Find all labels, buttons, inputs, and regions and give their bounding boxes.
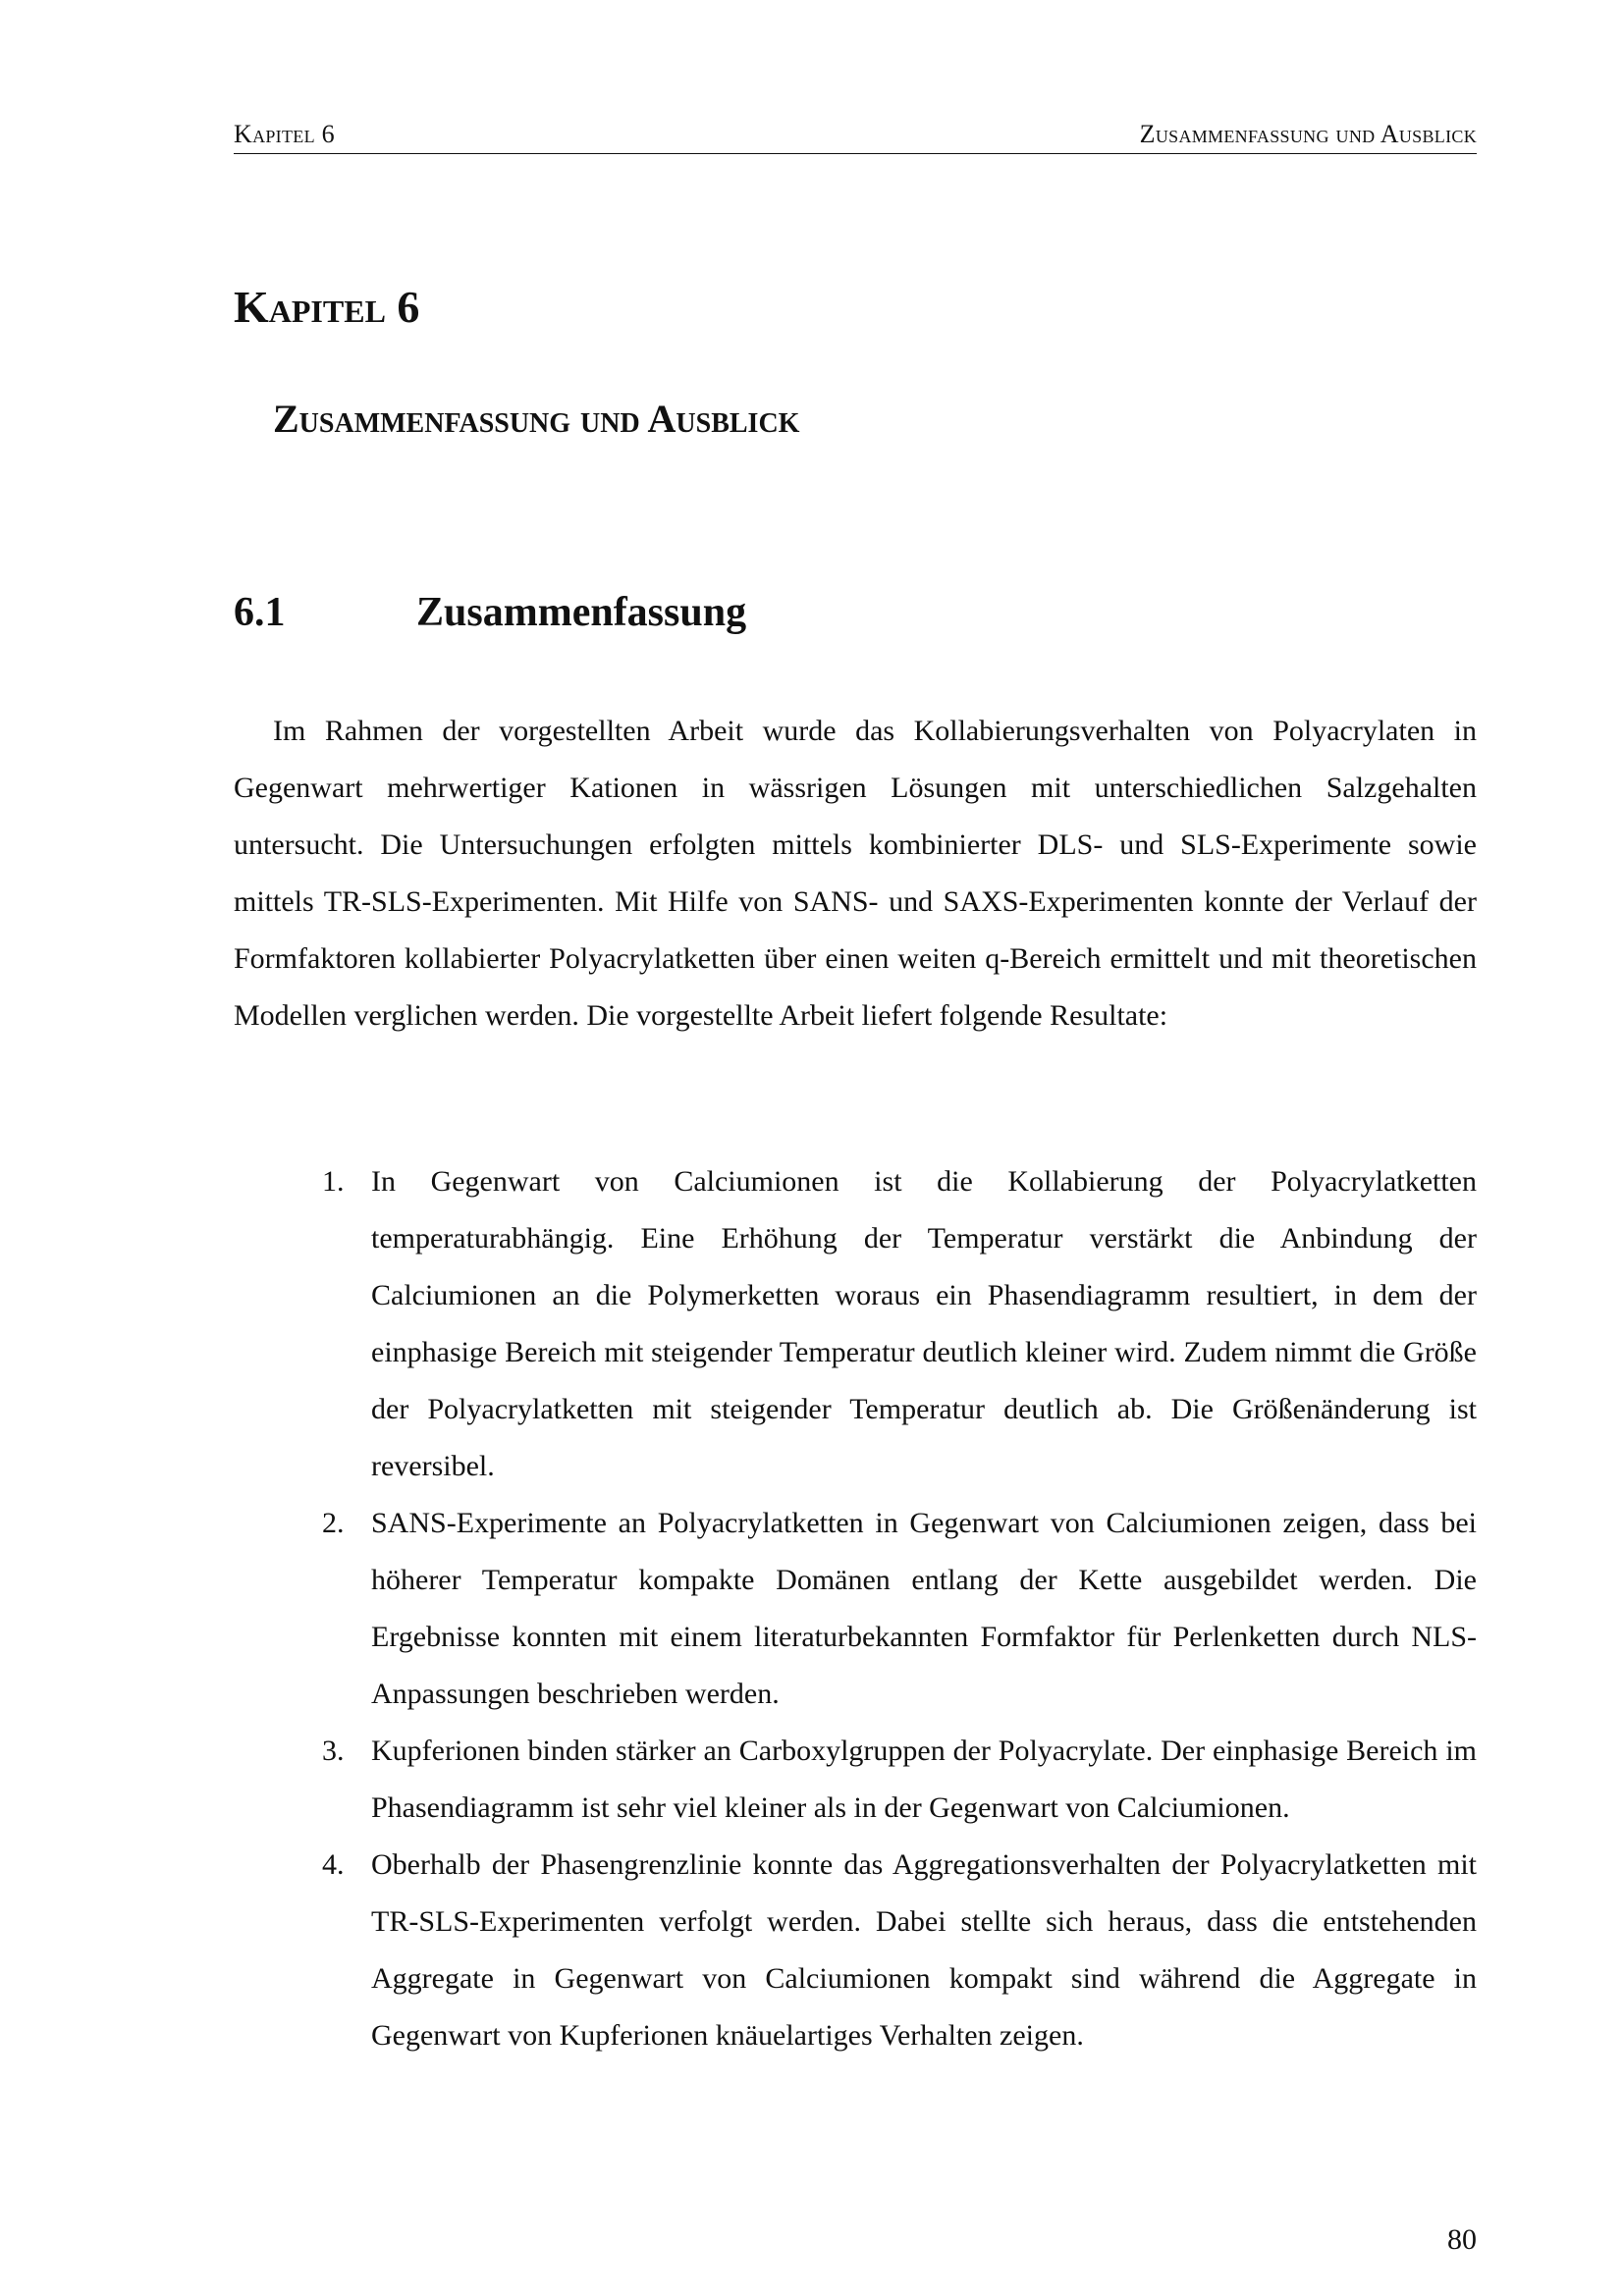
chapter-subtitle: Zusammenfassung und Ausblick	[273, 397, 800, 441]
list-item-text: In Gegenwart von Calciumionen ist die Kollabierung der Polyacrylatketten temperaturabhängig. Eine Erhöhung der Temperatur verstärkt die Anbindung der Calciumionen an die Polymerketten woraus ein Phasendiagramm resultiert, in dem der einphasige Bereich mit steigender Temperatur deutlich kleiner wird. Zudem nimmt die Größe der Polyacrylatketten mit steigender Temperatur deutlich ab. Die Größenänderung ist reversibel.	[371, 1165, 1477, 1482]
section-number: 6.1	[234, 590, 286, 635]
list-item	[234, 1723, 1477, 1837]
list-item	[234, 1153, 1477, 1495]
running-header-title: Zusammenfassung und Ausblick	[1139, 120, 1477, 148]
intro-paragraph: Im Rahmen der vorgestellten Arbeit wurde das Kollabierungsverhalten von Polyacrylaten in Gegenwart mehrwertiger Kationen in wässrigen Lösungen mit unterschiedlichen Salzgehalten untersucht. Die Untersuchungen erfolgten mittels kombinierter DLS- und SLS-Experimente sowie mittels TR-SLS-Experimenten. Mit Hilfe von SANS- und SAXS-Experimenten konnte der Verlauf der Formfaktoren kollabierter Polyacrylatketten über einen weiten q-Bereich ermittelt und mit theoretischen Modellen verglichen werden. Die vorgestellte Arbeit liefert folgende Resultate:	[234, 715, 1477, 1032]
list-item	[234, 1495, 1477, 1723]
list-item-text: SANS-Experimente an Polyacrylatketten in Gegenwart von Calciumionen zeigen, dass bei höherer Temperatur kompakte Domänen entlang der Kette ausgebildet werden. Die Ergebnisse konnten mit einem literaturbekannten Formfaktor für Perlenketten durch NLS-Anpassungen beschrieben werden.	[371, 1507, 1477, 1710]
section-heading	[234, 589, 1477, 636]
list-item	[234, 1837, 1477, 2064]
list-item-text: Kupferionen binden stärker an Carboxylgruppen der Polyacrylate. Der einphasige Bereich im Phasendiagramm ist sehr viel kleiner als in der Gegenwart von Calciumionen.	[371, 1735, 1477, 1824]
running-header-chapter: Kapitel 6	[234, 120, 335, 148]
list-item-number: 3.	[322, 1735, 345, 1767]
chapter-title: Kapitel 6	[234, 282, 420, 332]
list-item-number: 4.	[322, 1848, 345, 1881]
list-item-text: Oberhalb der Phasengrenzlinie konnte das Aggregationsverhalten der Polyacrylatketten mit TR-SLS-Experimenten verfolgt werden. Dabei stellte sich heraus, dass die entstehenden Aggregate in Gegenwart von Calciumionen kompakt sind während die Aggregate in Gegenwart von Kupferionen knäuelartiges Verhalten zeigen.	[371, 1848, 1477, 2052]
page-number: 80	[1447, 2223, 1477, 2256]
document-page	[234, 0, 1477, 2296]
section-title: Zusammenfassung	[416, 590, 747, 635]
results-list	[234, 1153, 1477, 2064]
list-item-number: 1.	[322, 1165, 345, 1198]
list-item-number: 2.	[322, 1507, 345, 1539]
running-header	[234, 120, 1477, 154]
